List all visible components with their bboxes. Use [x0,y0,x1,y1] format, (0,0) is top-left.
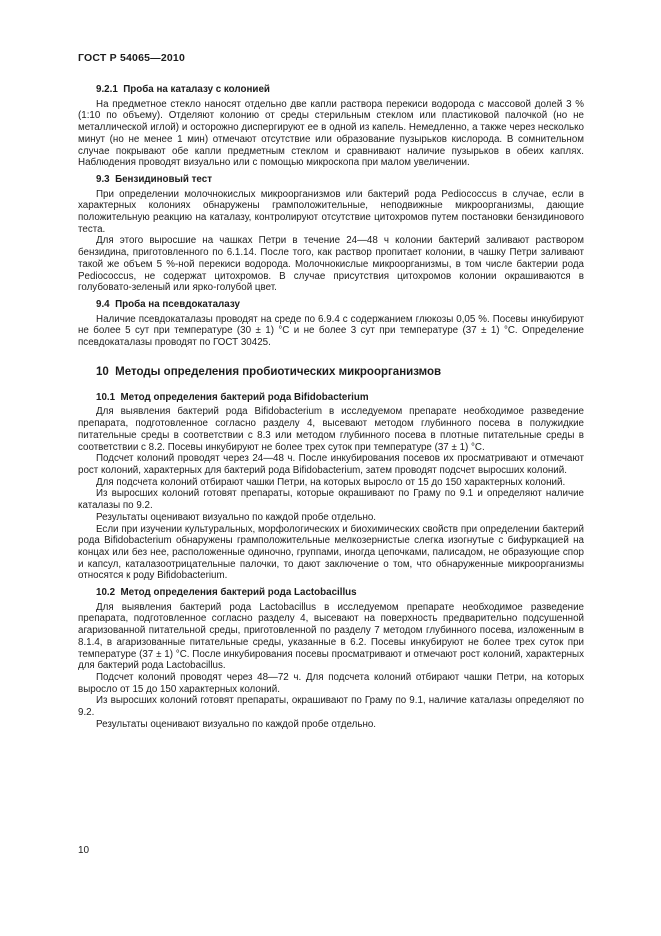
paragraph: На предметное стекло наносят отдельно две капли раствора перекиси водорода с массовой долей 3 % (1:10 по объему). Отделяют колонию от среды стерильным стеклом или пластиковой палочкой (но не металлической иглой) и осторожно диспергируют ее в одной из капель. Немедленно, а также через несколько минут (но не менее 1 мин) отмечают отсутствие или образование пузырьков кислорода. В сомнительном случае покрывают обе капли предметным стеклом и сравнивают наличие пузырьков в обеих каплях. Наблюдения проводят визуально или с помощью микроскопа при малом увеличении. [78,98,584,169]
paragraph: Наличие псевдокаталазы проводят на среде по 6.9.4 с содержанием глюкозы 0,05 %. Посевы инкубируют не более 5 сут при температуре (30 ± 1) °С и не более 3 сут при температуре (37 ± 1) °С. Определение псевдокаталазы проводят по ГОСТ 30425. [78,313,584,349]
paragraph: Из выросших колоний готовят препараты, которые окрашивают по Граму по 9.1 и определяют наличие каталазы по 9.2. [78,488,584,512]
subsection-heading-9-3: 9.3 Бензидиновый тест [96,173,213,185]
paragraph: Для подсчета колоний отбирают чашки Петри, на которых выросло от 15 до 150 характерных колоний. [96,476,566,488]
document-content [78,84,584,730]
paragraph: Для выявления бактерий рода Lactobacillus в исследуемом препарате необходимое разведение препарата, подготовленное согласно разделу 4, высевают на поверхность предварительно подсушенной агаризованной питательной среды, приготовленной по разделу 7 методом глубинного посева, изложенным в 8.1.4, в агаризованные питательные среды, указанные в 6.2. Посевы инкубируют не более трех суток при температуре (37 ± 1) °С. После инкубирования посевы просматривают и отмечают рост колоний, характерных для бактерий рода Lactobacillus. [78,601,584,672]
page-number: 10 [78,845,90,856]
paragraph: Подсчет колоний проводят через 24—48 ч. После инкубирования посевов их просматривают и отмечают рост колоний, характерных для бактерий рода Bifidobacterium, затем проводят подсчет выросших колоний. [78,453,584,476]
paragraph: При определении молочнокислых микроорганизмов или бактерий рода Pediococcus в случае, если в характерных колониях обнаружены грамположительные, неподвижные микроорганизмы, дающие положительную реакцию на каталазу, контролируют отсутствие цитохромов путем постановки бензидинового теста. [78,188,584,235]
paragraph: Результаты оценивают визуально по каждой пробе отдельно. [96,718,377,730]
subsection-heading-10-2: 10.2 Метод определения бактерий рода Lactobacillus [96,587,357,599]
subsection-heading-9-4: 9.4 Проба на псевдокаталазу [96,298,240,310]
paragraph: Если при изучении культуральных, морфологических и биохимических свойств при определении бактерий рода Bifidobacterium обнаружены грамположительные мелкозернистые слегка изогнутые с бифуркацией на концах или без нее, расположенные одиночно, группами, иногда цепочками, палисадом, не образующие спор и капсул, каталазоотрицательные палочки, то дают заключение о том, что обнаруженные микроорганизмы относятся к роду Bifidobacterium. [78,523,584,582]
subsection-heading-10-1: 10.1 Метод определения бактерий рода Bifidobacterium [96,391,369,403]
subsection-heading-9-2-1: 9.2.1 Проба на каталазу с колонией [96,84,270,95]
paragraph: Подсчет колоний проводят через 48—72 ч. Для подсчета колоний отбирают чашки Петри, на которых выросло от 15 до 150 характерных колоний. [78,671,584,695]
paragraph: Результаты оценивают визуально по каждой пробе отдельно. [96,511,377,523]
paragraph: Из выросших колоний готовят препараты, окрашивают по Граму по 9.1, наличие каталазы определяют по 9.2. [78,695,584,719]
section-heading-10: 10 Методы определения пробиотических микроорганизмов [96,365,442,378]
document-standard-number: ГОСТ Р 54065—2010 [78,52,186,64]
paragraph: Для этого выросшие на чашках Петри в течение 24—48 ч колонии бактерий заливают раствором бензидина, приготовленного по 6.1.14. После того, как раствор пропитает колонии, в чашку Петри заливают такой же объем 5 %-ной перекиси водорода. Молочнокислые микроорганизмы, в том числе бактерии рода Pediococcus, не содержат цитохромов. В случае присутствия цитохромов колонии окрашиваются в голубовато-зеленый или ярко-голубой цвет. [78,235,584,294]
paragraph: Для выявления бактерий рода Bifidobacterium в исследуемом препарате необходимое разведение препарата, подготовленное согласно разделу 4, высевают методом глубинного посева в полужидкие питательные среды в соответствии с 8.3 или методом глубинного посева в плотные питательные среды в соответствии с 8.2. Посевы инкубируют не более трех суток при температуре (37 ± 1) °С. [78,406,584,453]
